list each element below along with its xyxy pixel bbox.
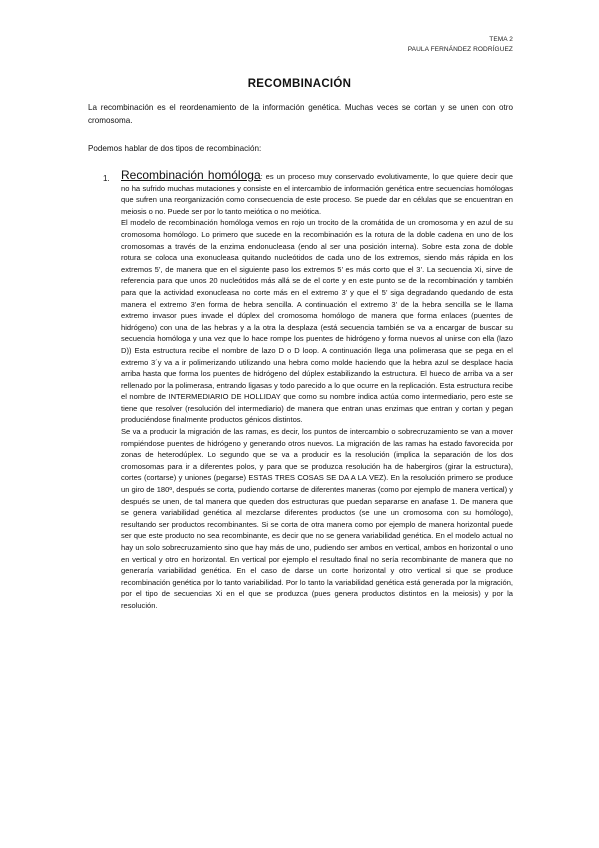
page-title: RECOMBINACIÓN	[247, 78, 352, 90]
types-intro-paragraph: Podemos hablar de dos tipos de recombinación:	[88, 144, 262, 153]
section-heading: Recombinación homóloga	[121, 168, 261, 182]
list-item-homologous-recombination	[121, 170, 513, 612]
intro-paragraph: La recombinación es el reordenamiento de la información genética. Muchas veces se cortan y se unen con otro cromosoma.	[88, 103, 513, 125]
section-paragraph-3: Se va a producir la migración de las ramas, es decir, los puntos de intercambio o sobrecruzamiento se van a mover rompiéndose puentes de hidrógeno y generando otros nuevos. La migración de las ramas ha estado favorecida por zonas de heterodúplex. Lo segundo que se va a producir es la resolución (implica la separación de los dos cromosomas para ir a diferentes polos, y para que se produzca resolución ha de habergiros (girar la estructura), cortes (cortarse) y uniones (pegarse) ESTAS TRES COSAS SE DA A LA VEZ). En la resolución primero se produce un giro de 180º, después se corta, pudiendo cortarse de diferentes maneras (como por ejemplo de manera vertical) y después se unen, de tal manera que queden dos estructuras que puedan separarse en anafase 1. De manera que se genera variabilidad genética al mezclarse diferentes productos (se une un cromosoma con su homólogo), resultando ser productos recombinantes. Si se corta de otra manera como por ejemplo de manera horizontal puede ser que este producto no sea recombinante, es decir que no se genera variabilidad genética. En el modelo actual no hay un solo sobrecruzamiento sino que hay más de uno, pudiendo ser ambos en vertical, ambos en horizontal o uno en vertical y otro en horizontal. En vertical por ejemplo el resultado final no sería recombinante de manera que no generaría variabilidad genética. En el caso de darse un corte horizontal y otro vertical si que se produce recombinación genética por lo tanto variabilidad. Por lo tanto la variabilidad genética está generada por la migración, por el tipo de secuencias Xi en el que se produzca (pues genera productos distintos en la meiosis) y por la resolución.	[121, 427, 513, 610]
section-paragraph-2: El modelo de recombinación homóloga vemos en rojo un trocito de la cromátida de un cromosoma y en azul de su cromosoma homólogo. Lo primero que sucede en la recombinación es la rotura de la doble cadena en uno de los cromosomas a través de la enzima endonucleasa (endo al ser una posición interna). Sobre esta zona de doble rotura se coloca una exonucleasa quitando nucleótidos de cada uno de los extremos, siendo más rápida en los extremos 5’, de manera que en el siguiente paso los extremos 5’ es más corto que el 3’. La secuencia Xi, sirve de referencia para que unos 20 nucleótidos más allá se de el corte y en este punto se de la recombinación y también para que la actividad exonucleasa no corte más en el extremo 3’ y que el 5’ siga degradando quedando de esta manera el extremo 3’en forma de hebra sencilla. A continuación el extremo 3’ de la hebra sencilla se le llama extremo invasor pues invade el dúplex del cromosoma homólogo de manera que forma enlaces (puentes de hidrógeno) con una de las hebras y a la otra la desplaza (está secuencia también se va a encargar de buscar su secuencia homóloga y una vez que lo hace rompe los puentes de hidrógeno y forma nuevos al unirse con ella (lazo D)) Esta estructura recibe el nombre de lazo D o D loop. A continuación llega una polimerasa que se pega en el extremo 3´y va a ir polimerizando utilizando una hebra como molde haciendo que la hebra azul se desplace hacia arriba hasta que forma los puentes de hidrógeno del dúplex estabilizando la estructura. El hueco de arriba va a ser rellenado por la polimerasa, entrando ligasas y todo parecido a lo que ocurre en la replicación. Esta estructura recibe el nombre de INTERMEDIARIO DE HOLLIDAY que como su nombre indica actúa como intermediario, pero este se tiene que resolver (resolución del intermediario) de manera que entran unas enzimas que entran y cortan y pegan produciéndose finalmente productos génicos distintos.	[121, 218, 513, 425]
header-author: PAULA FERNÁNDEZ RODRÍGUEZ	[407, 46, 513, 53]
document-header	[408, 35, 513, 55]
list-item-number: 1.	[103, 174, 110, 183]
section-paragraph-1-text: : es un proceso muy conservado evolutivamente, lo que quiere decir que no ha sufrido muchas mutaciones y consiste en el intercambio de información genética entre secuencias homólogas que sufren una reorganización como consecuencia de este proceso. Se puede dar en células que se encuentran en meiosis o no. Puede ser por lo tanto meiótica o no meiótica.	[121, 172, 514, 216]
header-topic: TEMA 2	[489, 36, 513, 43]
section-paragraph-1	[121, 170, 513, 217]
